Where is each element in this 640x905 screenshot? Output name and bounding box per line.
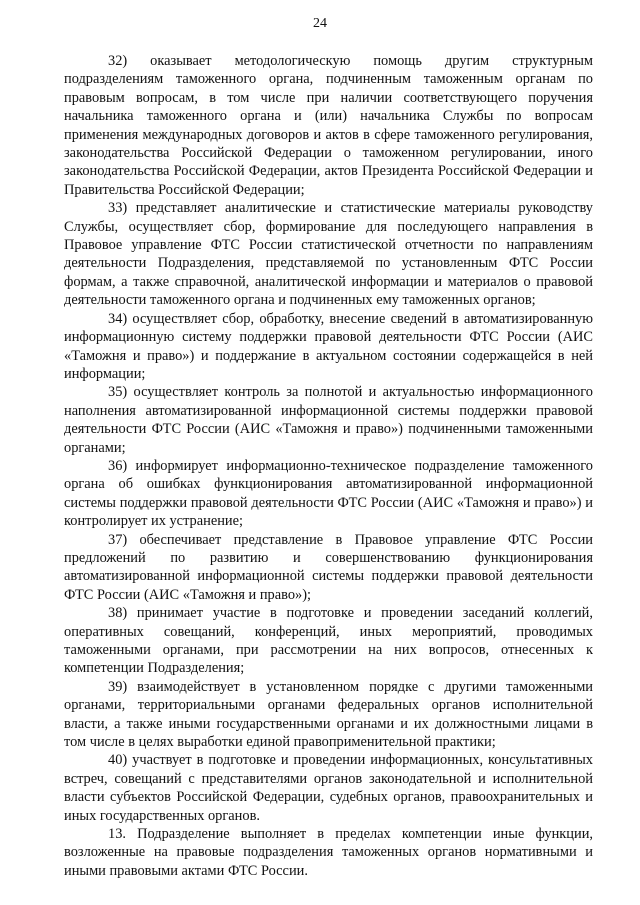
paragraph-item-35: 35) осуществляет контроль за полнотой и актуальностью информационного наполнения автоматизированной информационной системы поддержки правовой деятельности ФТС России (АИС «Таможня и право») подчиненными таможенными органами; bbox=[64, 384, 593, 456]
paragraph-item-32: 32) оказывает методологическую помощь другим структурным подразделениям таможенного органа, подчиненным таможенным органам по правовым вопросам, в том числе при наличии соответствующего поручения начальника таможенного органа и (или) начальника Службы по вопросам применения международных договоров и актов в сфере таможенного регулирования, законодательства Российской Федерации о таможенном регулировании, иного законодательства Российской Федерации, актов Президента Российской Федерации и Правительства Российской Федерации; bbox=[64, 53, 593, 198]
section-13-paragraph: 13. Подразделение выполняет в пределах компетенции иные функции, возложенные на правовые подразделения таможенных органов нормативными и иными правовыми актами ФТС России. bbox=[64, 826, 593, 879]
page-number: 24 bbox=[313, 16, 327, 31]
paragraph-item-38: 38) принимает участие в подготовке и проведении заседаний коллегий, оперативных совещаний, конференций, иных мероприятий, проводимых таможенными органами, при рассмотрении на них вопросов, отнесенных к компетенции Подразделения; bbox=[64, 605, 593, 677]
paragraph-item-36: 36) информирует информационно-техническое подразделение таможенного органа об ошибках функционирования автоматизированной информационной системы поддержки правовой деятельности ФТС России (АИС «Таможня и право») и контролирует их устранение; bbox=[64, 457, 593, 530]
paragraph-item-33: 33) представляет аналитические и статистические материалы руководству Службы, осуществляет сбор, формирование для последующего направления в Правовое управление ФТС России статистической отчетности по направлениям деятельности Подразделения, представляемой по установленным ФТС России формам, а также справочной, аналитической информации и материалов о правовой деятельности таможенного органа и подчиненных ему таможенных органов; bbox=[64, 200, 593, 309]
paragraph-item-39: 39) взаимодействует в установленном порядке с другими таможенными органами, территориальными органами федеральных органов исполнительной власти, а также иными государственными органами и их должностными лицами в том числе в целях выработки единой правоприменительной практики; bbox=[64, 678, 593, 751]
paragraph-item-37: 37) обеспечивает представление в Правовое управление ФТС России предложений по развитию и совершенствованию функционирования автоматизированной информационной системы поддержки правовой деятельности ФТС России (АИС «Таможня и право»); bbox=[64, 531, 593, 603]
document-body bbox=[64, 52, 593, 880]
paragraph-item-34: 34) осуществляет сбор, обработку, внесение сведений в автоматизированную информационную систему поддержки правовой деятельности ФТС России (АИС «Таможня и право») и поддержание в актуальном состоянии содержащейся в ней информации; bbox=[64, 310, 593, 382]
paragraph-item-40: 40) участвует в подготовке и проведении информационных, консультативных встреч, совещаний с представителями органов законодательной и исполнительной власти субъектов Российской Федерации, судебных органов, правоохранительных и иных государственных органов. bbox=[64, 752, 593, 824]
